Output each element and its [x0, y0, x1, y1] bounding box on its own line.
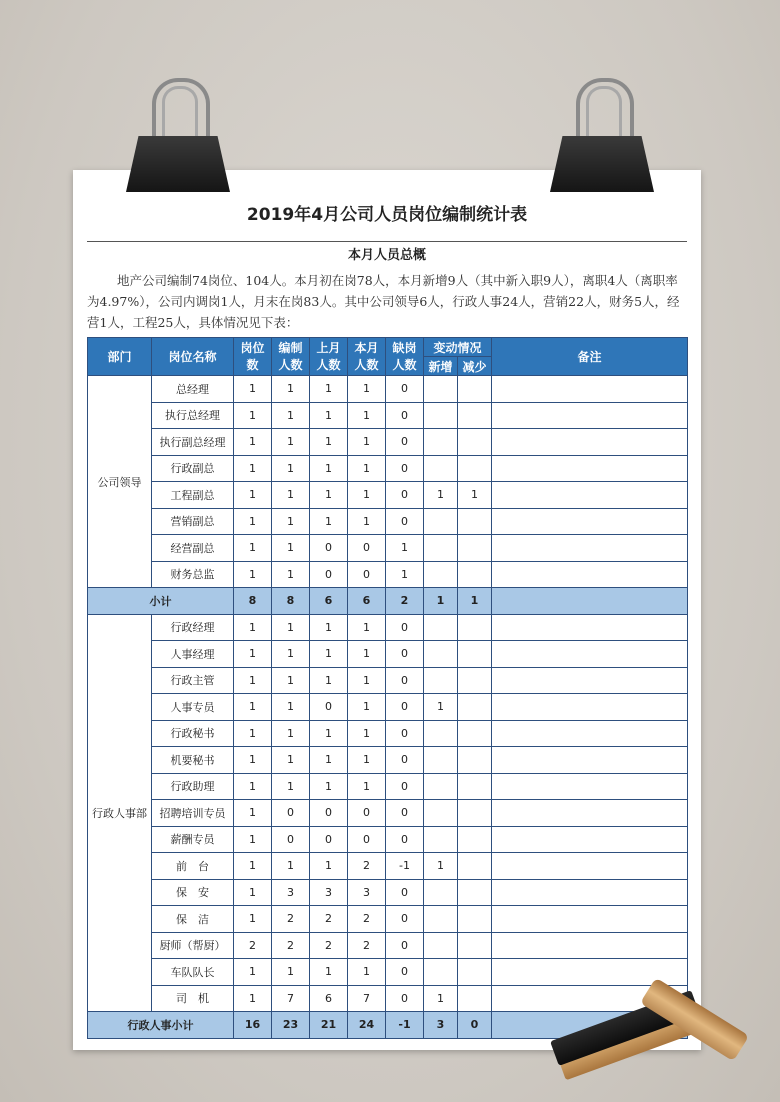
- value-cell: 0: [386, 429, 424, 456]
- value-cell: [424, 800, 458, 827]
- table-row: [88, 773, 688, 800]
- remark-cell: [492, 535, 688, 562]
- remark-cell: [492, 906, 688, 933]
- value-cell: [458, 535, 492, 562]
- position-cell: 保 洁: [152, 906, 234, 933]
- value-cell: 1: [348, 614, 386, 641]
- header-position: 岗位名称: [152, 338, 234, 376]
- value-cell: 0: [348, 535, 386, 562]
- table-row: [88, 455, 688, 482]
- value-cell: 1: [272, 747, 310, 774]
- value-cell: 7: [272, 985, 310, 1012]
- value-cell: 1: [272, 402, 310, 429]
- subtotal-value: 1: [424, 588, 458, 615]
- table-row: [88, 853, 688, 880]
- value-cell: 0: [386, 482, 424, 509]
- value-cell: 1: [424, 985, 458, 1012]
- position-cell: 行政副总: [152, 455, 234, 482]
- remark-cell: [492, 561, 688, 588]
- value-cell: [458, 826, 492, 853]
- value-cell: 3: [310, 879, 348, 906]
- value-cell: 6: [310, 985, 348, 1012]
- header-this-month: 本月 人数: [348, 338, 386, 376]
- subtotal-label: 小计: [88, 588, 234, 615]
- value-cell: 1: [310, 614, 348, 641]
- value-cell: [458, 641, 492, 668]
- position-cell: 人事经理: [152, 641, 234, 668]
- value-cell: 2: [348, 932, 386, 959]
- value-cell: 0: [386, 879, 424, 906]
- value-cell: 1: [310, 667, 348, 694]
- value-cell: 0: [386, 402, 424, 429]
- remark-cell: [492, 747, 688, 774]
- value-cell: 1: [272, 429, 310, 456]
- value-cell: 0: [348, 561, 386, 588]
- value-cell: 3: [348, 879, 386, 906]
- value-cell: 0: [386, 694, 424, 721]
- page-title: 2019年4月公司人员岗位编制统计表: [246, 205, 528, 225]
- value-cell: 3: [272, 879, 310, 906]
- value-cell: 1: [234, 455, 272, 482]
- value-cell: [424, 614, 458, 641]
- value-cell: [458, 561, 492, 588]
- table-row: [88, 747, 688, 774]
- value-cell: [424, 720, 458, 747]
- value-cell: [424, 376, 458, 403]
- value-cell: 0: [386, 959, 424, 986]
- subtotal-value: 6: [310, 588, 348, 615]
- position-cell: 人事专员: [152, 694, 234, 721]
- dept-cell: 公司领导: [88, 376, 152, 588]
- remark-cell: [492, 800, 688, 827]
- value-cell: 1: [310, 455, 348, 482]
- subtotal-value: 3: [424, 1012, 458, 1039]
- header-reduced: 减少: [458, 357, 492, 376]
- table-row: [88, 508, 688, 535]
- subtotal-row: [88, 588, 688, 615]
- value-cell: 0: [386, 455, 424, 482]
- subtotal-value: 16: [234, 1012, 272, 1039]
- header-last-month: 上月 人数: [310, 338, 348, 376]
- position-cell: 营销副总: [152, 508, 234, 535]
- value-cell: [424, 773, 458, 800]
- value-cell: [424, 535, 458, 562]
- table-body: [88, 376, 688, 1039]
- subtotal-value: 2: [386, 588, 424, 615]
- value-cell: 1: [458, 482, 492, 509]
- remark-cell: [492, 482, 688, 509]
- value-cell: 1: [272, 959, 310, 986]
- value-cell: [458, 508, 492, 535]
- value-cell: 1: [424, 853, 458, 880]
- subtotal-value: 1: [458, 588, 492, 615]
- value-cell: 2: [348, 906, 386, 933]
- table-row: [88, 614, 688, 641]
- value-cell: 1: [348, 694, 386, 721]
- value-cell: [458, 667, 492, 694]
- value-cell: [458, 906, 492, 933]
- table-row: [88, 376, 688, 403]
- table-row: [88, 906, 688, 933]
- binder-clip-right: [550, 78, 654, 196]
- subtotal-value: -1: [386, 1012, 424, 1039]
- value-cell: 1: [310, 402, 348, 429]
- value-cell: 1: [310, 376, 348, 403]
- value-cell: 0: [386, 906, 424, 933]
- value-cell: [424, 429, 458, 456]
- value-cell: 1: [348, 641, 386, 668]
- summary-paragraph: 地产公司编制74岗位、104人。本月初在岗78人，本月新增9人（其中新入职9人），离职4人（离职率为4.97%），公司内调岗1人，月末在岗83人。其中公司领导6人，行政人事24人，营销22人，财务5人，经营1人，工程25人，具体情况见下表：: [87, 273, 680, 330]
- value-cell: 1: [348, 482, 386, 509]
- value-cell: 1: [234, 853, 272, 880]
- value-cell: 1: [234, 906, 272, 933]
- value-cell: 1: [272, 482, 310, 509]
- value-cell: 1: [272, 535, 310, 562]
- remark-cell: [492, 694, 688, 721]
- remark-cell: [492, 508, 688, 535]
- remark-cell: [492, 879, 688, 906]
- value-cell: 1: [310, 482, 348, 509]
- value-cell: 0: [386, 826, 424, 853]
- remark-cell: [492, 826, 688, 853]
- value-cell: 0: [386, 773, 424, 800]
- position-cell: 经营副总: [152, 535, 234, 562]
- value-cell: 1: [386, 561, 424, 588]
- position-cell: 行政主管: [152, 667, 234, 694]
- value-cell: 1: [348, 455, 386, 482]
- subtotal-value: 8: [272, 588, 310, 615]
- value-cell: 1: [310, 508, 348, 535]
- value-cell: 1: [234, 429, 272, 456]
- value-cell: 1: [348, 429, 386, 456]
- value-cell: 1: [424, 482, 458, 509]
- value-cell: [458, 932, 492, 959]
- header-quota: 编制 人数: [272, 338, 310, 376]
- value-cell: 1: [272, 667, 310, 694]
- value-cell: 1: [272, 614, 310, 641]
- value-cell: 0: [310, 826, 348, 853]
- value-cell: 2: [272, 932, 310, 959]
- header-remark: 备注: [492, 338, 688, 376]
- value-cell: [458, 455, 492, 482]
- value-cell: [424, 402, 458, 429]
- position-cell: 行政助理: [152, 773, 234, 800]
- remark-cell: [492, 429, 688, 456]
- remark-cell: [492, 853, 688, 880]
- position-cell: 厨师（帮厨）: [152, 932, 234, 959]
- value-cell: [424, 932, 458, 959]
- value-cell: 0: [272, 826, 310, 853]
- table-row: [88, 800, 688, 827]
- value-cell: 1: [234, 561, 272, 588]
- subtotal-value: 24: [348, 1012, 386, 1039]
- remark-cell: [492, 641, 688, 668]
- value-cell: 1: [310, 959, 348, 986]
- value-cell: 7: [348, 985, 386, 1012]
- value-cell: 1: [348, 959, 386, 986]
- value-cell: [458, 800, 492, 827]
- position-cell: 司 机: [152, 985, 234, 1012]
- position-cell: 保 安: [152, 879, 234, 906]
- table-row: [88, 429, 688, 456]
- value-cell: 1: [272, 508, 310, 535]
- value-cell: [458, 747, 492, 774]
- position-cell: 执行副总经理: [152, 429, 234, 456]
- subtotal-label: 行政人事小计: [88, 1012, 234, 1039]
- position-cell: 行政秘书: [152, 720, 234, 747]
- value-cell: [458, 720, 492, 747]
- position-cell: 财务总监: [152, 561, 234, 588]
- value-cell: 1: [310, 720, 348, 747]
- value-cell: [458, 429, 492, 456]
- table-row: [88, 826, 688, 853]
- value-cell: 2: [348, 853, 386, 880]
- remark-cell: [492, 720, 688, 747]
- subtotal-value: 6: [348, 588, 386, 615]
- value-cell: [424, 826, 458, 853]
- remark-cell: [492, 773, 688, 800]
- table-row: [88, 667, 688, 694]
- position-cell: 薪酬专员: [152, 826, 234, 853]
- subtotal-value: 0: [458, 1012, 492, 1039]
- position-cell: 总经理: [152, 376, 234, 403]
- value-cell: 0: [386, 641, 424, 668]
- table-row: [88, 694, 688, 721]
- value-cell: 1: [348, 508, 386, 535]
- dept-cell: 行政人事部: [88, 614, 152, 1012]
- remark-cell: [492, 588, 688, 615]
- value-cell: 1: [234, 667, 272, 694]
- position-cell: 执行总经理: [152, 402, 234, 429]
- value-cell: 1: [310, 429, 348, 456]
- value-cell: [458, 985, 492, 1012]
- value-cell: [458, 614, 492, 641]
- document-sheet: [73, 170, 701, 1050]
- value-cell: 1: [348, 376, 386, 403]
- value-cell: 1: [272, 720, 310, 747]
- value-cell: 0: [348, 826, 386, 853]
- value-cell: [424, 906, 458, 933]
- value-cell: 1: [272, 773, 310, 800]
- table-row: [88, 932, 688, 959]
- value-cell: 0: [272, 800, 310, 827]
- table-row: [88, 482, 688, 509]
- value-cell: 1: [234, 482, 272, 509]
- remark-cell: [492, 614, 688, 641]
- value-cell: 0: [310, 561, 348, 588]
- value-cell: 1: [234, 720, 272, 747]
- remark-cell: [492, 667, 688, 694]
- header-added: 新增: [424, 357, 458, 376]
- rubber-stamp: [548, 985, 748, 1102]
- value-cell: 0: [310, 800, 348, 827]
- value-cell: 1: [348, 720, 386, 747]
- value-cell: [424, 879, 458, 906]
- remark-cell: [492, 932, 688, 959]
- value-cell: [424, 747, 458, 774]
- value-cell: 1: [234, 694, 272, 721]
- value-cell: 1: [234, 959, 272, 986]
- value-cell: [424, 455, 458, 482]
- header-vacancy: 缺岗 人数: [386, 338, 424, 376]
- value-cell: 1: [272, 455, 310, 482]
- value-cell: 1: [234, 879, 272, 906]
- header-posts: 岗位 数: [234, 338, 272, 376]
- value-cell: 1: [272, 694, 310, 721]
- value-cell: 1: [234, 402, 272, 429]
- value-cell: [458, 959, 492, 986]
- table-row: [88, 561, 688, 588]
- header-dept: 部门: [88, 338, 152, 376]
- value-cell: 1: [272, 376, 310, 403]
- value-cell: 1: [424, 694, 458, 721]
- remark-cell: [492, 455, 688, 482]
- value-cell: 0: [386, 800, 424, 827]
- value-cell: 1: [272, 641, 310, 668]
- value-cell: [458, 402, 492, 429]
- position-cell: 行政经理: [152, 614, 234, 641]
- binder-clip-left: [126, 78, 230, 196]
- subtotal-value: 23: [272, 1012, 310, 1039]
- table-row: [88, 959, 688, 986]
- value-cell: 1: [234, 535, 272, 562]
- title-divider: [87, 241, 687, 242]
- value-cell: 1: [310, 853, 348, 880]
- remark-cell: [492, 376, 688, 403]
- value-cell: 1: [272, 561, 310, 588]
- value-cell: 2: [310, 932, 348, 959]
- value-cell: 1: [348, 773, 386, 800]
- position-cell: 车队队长: [152, 959, 234, 986]
- value-cell: [424, 508, 458, 535]
- value-cell: 1: [310, 773, 348, 800]
- subtotal-value: 8: [234, 588, 272, 615]
- value-cell: [458, 376, 492, 403]
- table-row: [88, 879, 688, 906]
- value-cell: 1: [310, 641, 348, 668]
- value-cell: 1: [386, 535, 424, 562]
- value-cell: 1: [348, 747, 386, 774]
- position-cell: 前 台: [152, 853, 234, 880]
- value-cell: [458, 694, 492, 721]
- subtotal-value: 21: [310, 1012, 348, 1039]
- value-cell: 0: [386, 614, 424, 641]
- value-cell: 2: [272, 906, 310, 933]
- table-row: [88, 402, 688, 429]
- value-cell: 1: [348, 667, 386, 694]
- value-cell: 1: [348, 402, 386, 429]
- value-cell: 0: [386, 747, 424, 774]
- value-cell: -1: [386, 853, 424, 880]
- table-row: [88, 720, 688, 747]
- value-cell: 0: [310, 694, 348, 721]
- value-cell: 0: [386, 508, 424, 535]
- value-cell: 0: [386, 667, 424, 694]
- section-subtitle: 本月人员总概: [347, 248, 426, 263]
- position-cell: 招聘培训专员: [152, 800, 234, 827]
- value-cell: 1: [234, 747, 272, 774]
- value-cell: [458, 853, 492, 880]
- value-cell: [424, 641, 458, 668]
- header-change: 变动情况: [424, 338, 492, 357]
- value-cell: [424, 667, 458, 694]
- remark-cell: [492, 402, 688, 429]
- value-cell: 1: [234, 508, 272, 535]
- value-cell: [458, 773, 492, 800]
- value-cell: 0: [386, 376, 424, 403]
- value-cell: 0: [348, 800, 386, 827]
- value-cell: 1: [272, 853, 310, 880]
- value-cell: 1: [234, 773, 272, 800]
- position-cell: 机要秘书: [152, 747, 234, 774]
- value-cell: 0: [386, 932, 424, 959]
- value-cell: 0: [386, 720, 424, 747]
- value-cell: 1: [234, 826, 272, 853]
- position-cell: 工程副总: [152, 482, 234, 509]
- value-cell: 1: [234, 985, 272, 1012]
- value-cell: [424, 561, 458, 588]
- value-cell: 0: [386, 985, 424, 1012]
- value-cell: 1: [310, 747, 348, 774]
- value-cell: 2: [310, 906, 348, 933]
- value-cell: [458, 879, 492, 906]
- value-cell: [424, 959, 458, 986]
- staffing-table: [87, 337, 688, 1039]
- value-cell: 0: [310, 535, 348, 562]
- value-cell: 2: [234, 932, 272, 959]
- table-row: [88, 641, 688, 668]
- value-cell: 1: [234, 614, 272, 641]
- value-cell: 1: [234, 376, 272, 403]
- value-cell: 1: [234, 641, 272, 668]
- table-row: [88, 535, 688, 562]
- value-cell: 1: [234, 800, 272, 827]
